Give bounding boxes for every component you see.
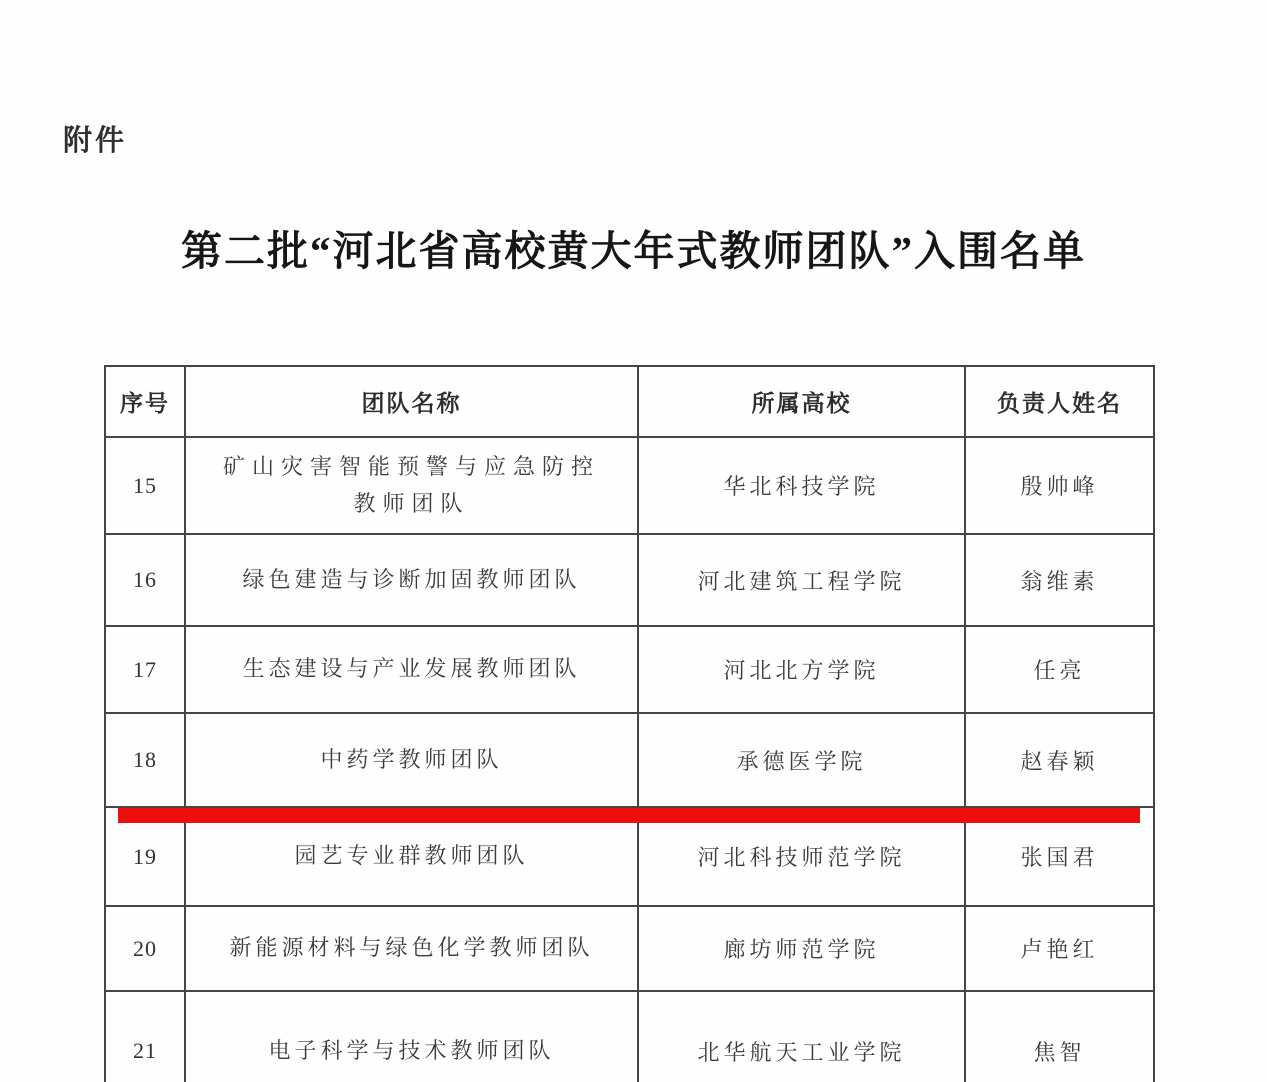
red-highlight-line: [118, 808, 1140, 823]
cell-team: [185, 534, 638, 626]
cell-leader: 翁维素: [965, 534, 1154, 626]
cell-team: [185, 713, 638, 807]
table-row-16: [105, 534, 1154, 626]
team-name-text: 园艺专业群教师团队: [294, 843, 529, 869]
cell-school: 承德医学院: [638, 713, 965, 807]
team-name-text: 矿山灾害智能预警与应急防控教师团队: [222, 454, 600, 516]
header-cell-no: 序号: [105, 366, 185, 437]
header-cell-team: 团队名称: [185, 366, 638, 437]
cell-school: 廊坊师范学院: [638, 906, 965, 991]
table-row-15: [105, 437, 1154, 534]
cell-leader: 赵春颖: [965, 713, 1154, 807]
table-row-17: [105, 626, 1154, 713]
cell-school: 北华航天工业学院: [638, 991, 965, 1082]
cell-leader: 任亮: [965, 626, 1154, 713]
cell-leader: 殷帅峰: [965, 437, 1154, 534]
teams-table: [104, 365, 1155, 1082]
team-name-text: 新能源材料与绿色化学教师团队: [229, 935, 594, 961]
attachment-label: 附件: [63, 123, 128, 157]
table-header-row: [105, 366, 1154, 437]
cell-team: [185, 626, 638, 713]
cell-no: 19: [105, 807, 185, 906]
roster-table-container: [104, 365, 1153, 1082]
cell-leader: 焦智: [965, 991, 1154, 1082]
document-title: 第二批“河北省高校黄大年式教师团队”入围名单: [181, 228, 1086, 274]
cell-school: 华北科技学院: [638, 437, 965, 534]
cell-leader: 张国君: [965, 807, 1154, 906]
cell-team: [185, 991, 638, 1082]
table-row-21: [105, 991, 1154, 1082]
table-row-18: [105, 713, 1154, 807]
cell-school: 河北北方学院: [638, 626, 965, 713]
cell-leader: 卢艳红: [965, 906, 1154, 991]
cell-no: 17: [105, 626, 185, 713]
cell-no: 15: [105, 437, 185, 534]
cell-team: [185, 437, 638, 534]
cell-school: 河北建筑工程学院: [638, 534, 965, 626]
team-name-text: 中药学教师团队: [320, 746, 503, 772]
cell-no: 18: [105, 713, 185, 807]
cell-no: 21: [105, 991, 185, 1082]
cell-team: [185, 906, 638, 991]
cell-no: 16: [105, 534, 185, 626]
header-cell-leader: 负责人姓名: [965, 366, 1154, 437]
team-name-text: 绿色建造与诊断加固教师团队: [242, 566, 581, 592]
table-row-20: [105, 906, 1154, 991]
team-name-text: 生态建设与产业发展教师团队: [242, 656, 581, 682]
team-name-text: 电子科学与技术教师团队: [268, 1037, 555, 1063]
cell-school: 河北科技师范学院: [638, 807, 965, 906]
header-cell-school: 所属高校: [638, 366, 965, 437]
cell-no: 20: [105, 906, 185, 991]
